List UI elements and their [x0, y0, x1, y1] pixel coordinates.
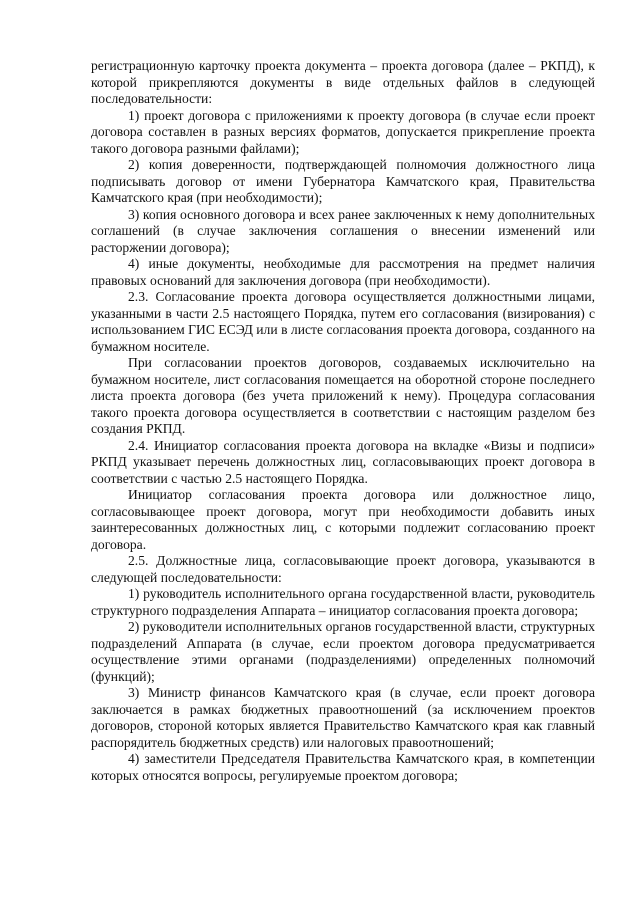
paragraph-item-3: 3) копия основного договора и всех ранее заключенных к нему дополнительных соглашений (в случае заключения соглашения о внесении изменений или расторжении договора);	[91, 206, 595, 255]
paragraph-initiator: Инициатор согласования проекта договора или должностное лицо, согласовывающее проект договора, могут при необходимости добавить иных заинтересованных должностных лиц, с которыми подлежит согласованию проект договора.	[91, 487, 595, 552]
paragraph-approver-4: 4) заместители Председателя Правительства Камчатского края, в компетенции которых относятся вопросы, регулируемые проектом договора;	[91, 751, 595, 783]
paragraph-continuation: регистрационную карточку проекта документа – проекта договора (далее – РКПД), к которой прикрепляются документы в виде отдельных файлов в следующей последовательности:	[91, 58, 595, 106]
paragraph-section-2-4: 2.4. Инициатор согласования проекта договора на вкладке «Визы и подписи» РКПД указывает перечень должностных лиц, согласовывающих проект договора в соответствии с частью 2.5 настоящего Порядка.	[91, 437, 595, 486]
paragraph-paper-approval: При согласовании проектов договоров, создаваемых исключительно на бумажном носителе, лист согласования помещается на оборотной стороне последнего листа проекта договора (без учета приложений к нему). Процедура согласования такого проекта договора осуществляется в соответствии с настоящим разделом без создания РКПД.	[91, 355, 595, 436]
paragraph-approver-3: 3) Министр финансов Камчатского края (в случае, если проект договора заключается в рамках бюджетных правоотношений (за исключением проектов договоров, стороной которых является Правительство Камчатского края как главный распорядитель бюджетных средств) или налоговых правоотношений;	[91, 685, 595, 750]
paragraph-approver-2: 2) руководители исполнительных органов государственной власти, структурных подразделений Аппарата (в случае, если проектом договора предусматривается осуществление этими органами (подразделениями) определенных полномочий (функций);	[91, 619, 595, 684]
paragraph-section-2-5: 2.5. Должностные лица, согласовывающие проект договора, указываются в следующей последовательности:	[91, 553, 595, 585]
paragraph-item-1: 1) проект договора с приложениями к проекту договора (в случае если проект договора составлен в разных версиях форматов, допускается прикрепление проекта такого договора разными файлами);	[91, 107, 595, 156]
paragraph-item-2: 2) копия доверенности, подтверждающей полномочия должностного лица подписывать договор от имени Губернатора Камчатского края, Правительства Камчатского края (при необходимости);	[91, 157, 595, 205]
paragraph-section-2-3: 2.3. Согласование проекта договора осуществляется должностными лицами, указанными в части 2.5 настоящего Порядка, путем его согласования (визирования) с использованием ГИС ЕСЭД или в листе согласования проекта договора, созданного на бумажном носителе.	[91, 289, 595, 354]
document-page	[91, 58, 595, 784]
paragraph-item-4: 4) иные документы, необходимые для рассмотрения на предмет наличия правовых оснований для заключения договора (при необходимости).	[91, 256, 595, 288]
paragraph-approver-1: 1) руководитель исполнительного органа государственной власти, руководитель структурного подразделения Аппарата – инициатор согласования проекта договора;	[91, 586, 595, 618]
